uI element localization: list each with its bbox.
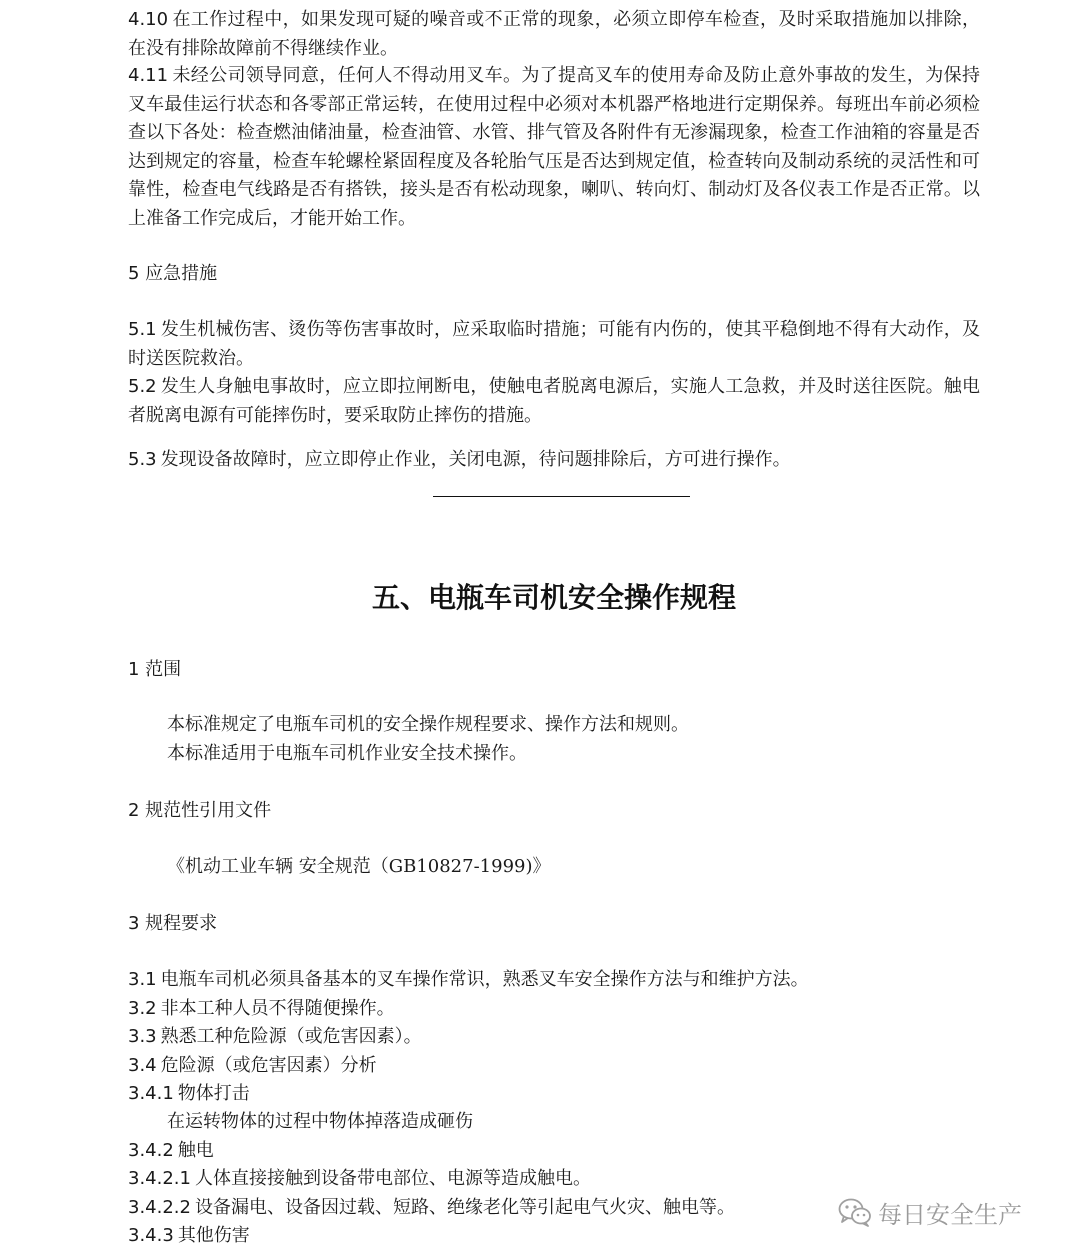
item-text: 危险源（或危害因素）分析 — [160, 1055, 377, 1076]
list-item — [128, 1194, 735, 1222]
list-item — [128, 1137, 214, 1165]
list-item — [128, 966, 809, 994]
clause-text: 发现设备故障时，应立即停止作业，关闭电源，待问题排除后，方可进行操作。 — [160, 449, 791, 470]
item-number: 3.4 — [128, 1055, 157, 1076]
item-number: 3.1 — [128, 969, 157, 990]
scope-line-1: 本标准规定了电瓶车司机的安全操作规程要求、操作方法和规则。 — [167, 714, 689, 735]
list-item — [167, 1108, 473, 1136]
item-text: 其他伤害 — [177, 1225, 250, 1246]
item-text: 设备漏电、设备因过载、短路、绝缘老化等引起电气火灾、触电等。 — [194, 1197, 735, 1218]
list-item — [128, 1080, 250, 1108]
item-number: 3.4.2 — [128, 1140, 174, 1161]
item-text: 电瓶车司机必须具备基本的叉车操作常识，熟悉叉车安全操作方法与和维护方法。 — [160, 969, 809, 990]
list-item — [128, 1023, 422, 1051]
clause-text: 未经公司领导同意，任何人不得动用叉车。为了提高叉车的使用寿命及防止意外事故的发生，为保持叉车最佳运行状态和各零部正常运转，在使用过程中必须对本机器严格地进行定期保养。每班出车前必须检查以下各处：检查燃油储油量，检查油管、水管、排气管及各附件有无渗漏现象，检查工作油箱的容量是否达到规定的容量，检查车轮螺栓紧固程度及各轮胎气压是否达到规定值，检查转向及制动系统的灵活性和可靠性，检查电气线路是否有搭铁，接头是否有松动现象，喇叭、转向灯、制动灯及各仪表工作是否正常。以上准备工作完成后，才能开始工作。 — [128, 65, 980, 229]
reference-document: 《机动工业车辆 安全规范（GB10827-1999)》 — [167, 856, 551, 877]
clause-text: 发生机械伤害、烫伤等伤害事故时，应采取临时措施；可能有内伤的，使其平稳倒地不得有大动作，及时送医院救治。 — [128, 319, 980, 369]
clause-5-3 — [128, 446, 980, 475]
section-heading-2: 2 规范性引用文件 — [128, 800, 272, 821]
watermark — [838, 1194, 1022, 1230]
clause-number: 4.10 — [128, 9, 169, 30]
item-text: 触电 — [177, 1140, 214, 1161]
section-divider — [433, 496, 690, 497]
item-number: 3.4.2.2 — [128, 1197, 191, 1218]
clause-4-11 — [128, 62, 980, 233]
clause-number: 5.2 — [128, 376, 157, 397]
clause-5-1 — [128, 316, 980, 373]
item-text: 在运转物体的过程中物体掉落造成砸伤 — [167, 1111, 473, 1132]
list-item — [128, 1052, 377, 1080]
clause-5-2 — [128, 373, 980, 430]
clause-4-10 — [128, 6, 980, 63]
list-item — [128, 1222, 250, 1250]
watermark-text: 每日安全生产 — [878, 1200, 1022, 1229]
wechat-icon — [838, 1197, 872, 1227]
item-number: 3.4.2.1 — [128, 1168, 191, 1189]
section-heading-5: 5 应急措施 — [128, 263, 218, 284]
item-number: 3.2 — [128, 998, 157, 1019]
item-number: 3.4.1 — [128, 1083, 174, 1104]
item-number: 3.3 — [128, 1026, 157, 1047]
list-item — [128, 1165, 591, 1193]
clause-number: 5.1 — [128, 319, 157, 340]
item-text: 非本工种人员不得随便操作。 — [160, 998, 395, 1019]
clause-number: 5.3 — [128, 449, 157, 470]
item-text: 人体直接接触到设备带电部位、电源等造成触电。 — [194, 1168, 591, 1189]
section-heading-1: 1 范围 — [128, 659, 182, 680]
list-item — [128, 995, 395, 1023]
clause-number: 4.11 — [128, 65, 169, 86]
item-text: 物体打击 — [177, 1083, 250, 1104]
clause-text: 在工作过程中，如果发现可疑的噪音或不正常的现象，必须立即停车检查，及时采取措施加以排除，在没有排除故障前不得继续作业。 — [128, 9, 980, 59]
section-heading-3: 3 规程要求 — [128, 913, 218, 934]
chapter-title: 五、电瓶车司机安全操作规程 — [371, 581, 736, 614]
clause-text: 发生人身触电事故时，应立即拉闸断电，使触电者脱离电源后，实施人工急救，并及时送往医院。触电者脱离电源有可能摔伤时，要采取防止摔伤的措施。 — [128, 376, 980, 426]
item-number: 3.4.3 — [128, 1225, 174, 1246]
item-text: 熟悉工种危险源（或危害因素）。 — [160, 1026, 422, 1047]
scope-line-2: 本标准适用于电瓶车司机作业安全技术操作。 — [167, 743, 527, 764]
